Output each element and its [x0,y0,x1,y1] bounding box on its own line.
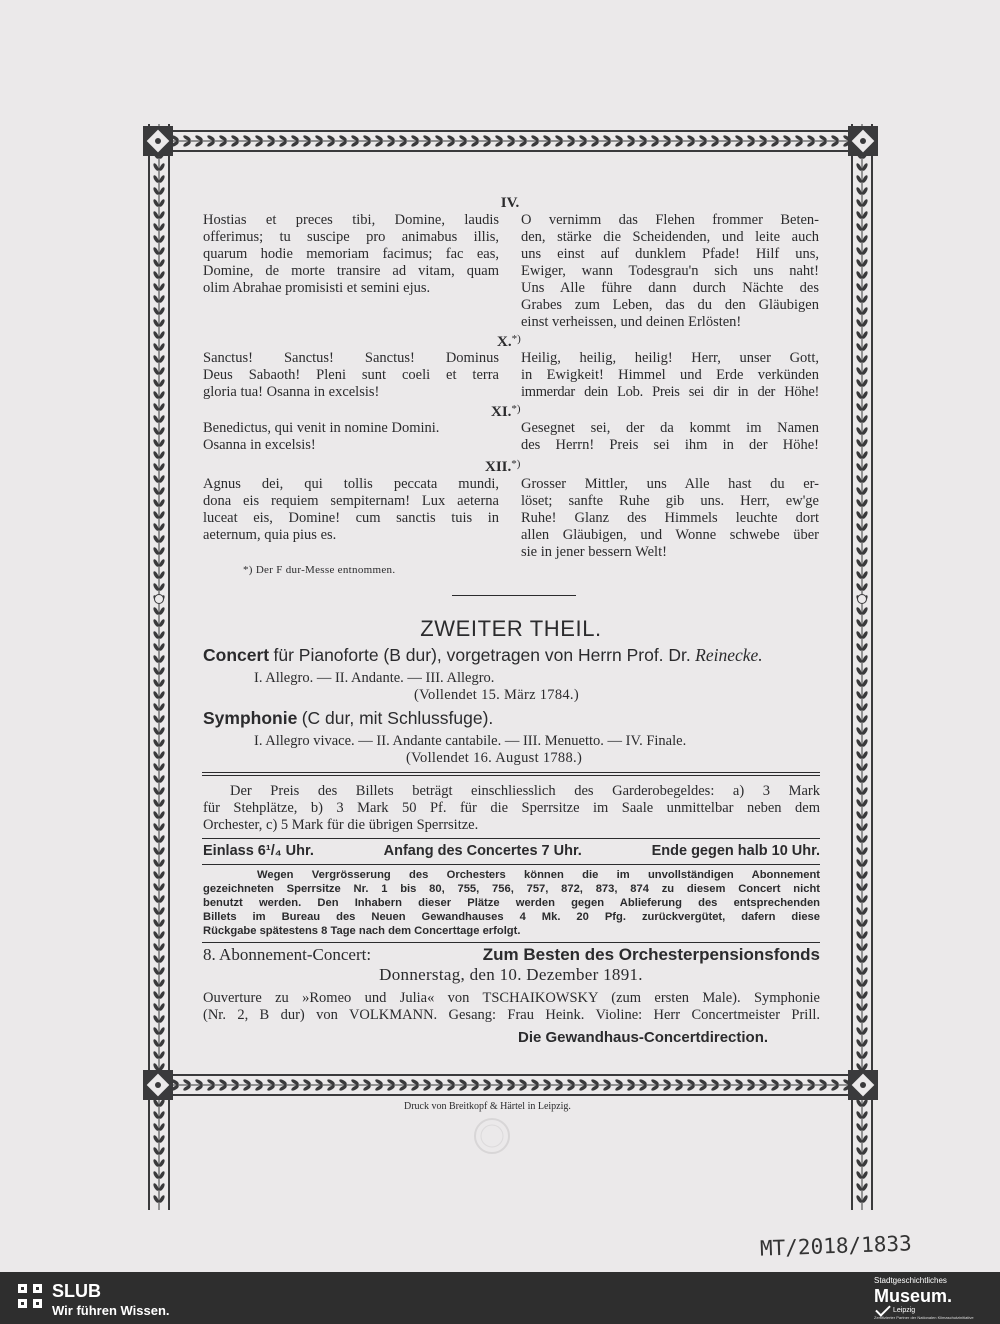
text-line: Osanna in excelsis! [203,437,316,453]
section-numeral: XII.*) [485,458,521,475]
frame-corner-ornament [848,126,878,156]
text-line: Grabes zum Leben, das du den Gläubigen [521,297,819,313]
symphony-line [203,710,493,728]
slub-name[interactable]: SLUB [52,1281,101,1301]
text-line: aeternum, quia pius es. [203,527,337,543]
work-title: Symphonie [203,708,298,728]
footnote-mark: *) [511,403,521,415]
embossed-seal [472,1116,512,1156]
rule [202,864,820,865]
footnote-mark: *) [511,458,521,470]
text-line: O vernimm das Flehen frommer Beten- [521,212,819,228]
text-line: Gesegnet sei, der da kommt im Namen [521,420,819,436]
text-line: Billets im Bureau des Neuen Gewandhauses 4 Mk. 20 Pfg. zurückvergütet, dafern diese [203,911,820,923]
text-line: offerimus; tu suscipe pro animabus illis, [203,229,499,245]
work-description: (C dur, mit Schlussfuge). [301,708,494,728]
text-line: Hostias et preces tibi, Domine, laudis [203,212,499,228]
part-heading: ZWEITER THEIL. [420,616,602,641]
text-line: Sanctus! Sanctus! Sanctus! Dominus [203,350,499,366]
next-concert-date: Donnerstag, den 10. Dezember 1891. [379,965,643,984]
text-line: Ewiger, wann Todesgrau'n sich uns naht! [521,263,819,279]
performer-name: Reinecke. [695,645,763,665]
footnote-mark: *) [511,333,521,345]
footer-bar [0,1272,1000,1324]
text-line: gloria tua! Osanna in excelsis! [203,384,380,400]
start-time: Anfang des Concertes 7 Uhr. [383,843,582,859]
next-concert-purpose: Zum Besten des Orchesterpensionsfonds [482,945,820,964]
museum-certification-note: Zertifizierter Partner der Nationalen Klimaschutzinitiative [874,1315,974,1320]
admission-times [203,844,820,859]
text-line: Der Preis des Billets beträgt einschliesslich des Garderobegeldes: a) 3 Mark [230,783,820,799]
frame-bottom-border [144,1074,876,1096]
concert-line [203,647,763,665]
end-time: Ende gegen halb 10 Uhr. [651,843,820,859]
footnote: *) Der F dur-Messe entnommen. [243,564,396,576]
text-line: Ruhe! Glanz des Himmels leuchte dort [521,510,819,526]
museum-name[interactable]: Museum. [874,1286,953,1306]
text-line: Ouverture zu »Romeo und Julia« von TSCHAIKOWSKY (zum ersten Male). Symphonie [203,990,820,1006]
section-numeral: X.*) [497,333,521,350]
frame-right-border [851,124,873,1210]
text-line: Grosser Mittler, uns Alle hast du er- [521,476,819,492]
frame-medallion-ornament [154,594,164,604]
slub-tagline: Wir führen Wissen. [52,1303,170,1318]
frame-medallion-ornament [857,594,867,604]
text-line: quarum hodie memoriam facimus; fac eas, [203,246,499,262]
next-concert-label: 8. Abonnement-Concert: [203,945,372,964]
printer-imprint: Druck von Breitkopf & Härtel in Leipzig. [404,1101,571,1112]
text-line: Agnus dei, qui tollis peccata mundi, [203,476,499,492]
text-line: für Stehplätze, b) 3 Mark 50 Pf. für die Sperrsitze im Saale unmittelbar neben dem [203,800,820,816]
text-line: olim Abrahae promisisti et semini ejus. [203,280,431,296]
text-line: luceat eis, Domine! cum sanctis tuis in [203,510,499,526]
text-line: Deus Sabaoth! Pleni sunt coeli et terra [203,367,499,383]
work-title: Concert [203,645,270,665]
next-concert-line [203,946,820,963]
shelfmark: MT/2018/1833 [759,1231,913,1261]
text-line: Wegen Vergrösserung des Orchesters können die im unvollständigen Abonnement [257,869,820,881]
text-line: sie in jener bessern Welt! [521,544,667,560]
section-numeral: IV. [500,195,520,211]
text-line: gezeichneten Sperrsitze Nr. 1 bis 80, 755, 756, 757, 872, 873, 874 zu diesem Concert nicht [203,883,820,895]
concert-movements: I. Allegro. — II. Andante. — III. Allegro. [254,670,495,686]
frame-corner-ornament [143,1070,173,1100]
frame-corner-ornament [848,1070,878,1100]
text-line: den, stärke die Scheidenden, und leite auch [521,229,819,245]
text-line: Orchester, c) 5 Mark für die übrigen Sperrsitze. [203,817,479,833]
museum-city: Leipzig [893,1307,916,1314]
section-numeral: XI.*) [491,403,521,420]
rule [202,838,820,839]
text-line: benutzt werden. Den Inhabern dieser Plätze werden gegen Ablieferung des entsprechenden [203,897,820,909]
double-rule [202,772,820,776]
text-line: Domine, de morte transire ad vitam, quam [203,263,499,279]
text-line: Rückgabe spätestens 8 Tage nach dem Concerttage erfolgt. [203,925,521,937]
text-line: in Ewigkeit! Himmel und Erde verkünden [521,367,819,383]
symphony-completion-date: (Vollendet 16. August 1788.) [406,750,583,766]
text-line: uns einst auf dunklem Pfade! Hilf uns, [521,246,819,262]
text-line: Uns Alle führe dann durch Nächte des [521,280,819,296]
text-line: des Herrn! Preis sei ihm in der Höhe! [521,437,819,453]
rule [202,942,820,943]
text-line: einst verheissen, und deinen Erlösten! [521,314,742,330]
work-description: für Pianoforte (B dur), vorgetragen von Herrn Prof. Dr. [273,645,691,665]
text-line: dona eis requiem sempiternam! Lux aeterna [203,493,499,509]
frame-top-border [144,130,876,152]
text-line: (Nr. 2, B dur) von VOLKMANN. Gesang: Frau Heink. Violine: Herr Concertmeister Prill. [203,1007,820,1023]
slub-logo-icon [18,1284,44,1310]
text-line: allen Gläubigen, und Wonne schwebe über [521,527,819,543]
museum-subtitle: Stadtgeschichtliches [874,1276,947,1285]
concert-completion-date: (Vollendet 15. März 1784.) [414,687,579,703]
symphony-movements: I. Allegro vivace. — II. Andante cantabile. — III. Menuetto. — IV. Finale. [254,733,687,749]
frame-left-border [148,124,170,1210]
section-divider [452,595,576,596]
signature: Die Gewandhaus-Concertdirection. [518,1029,769,1046]
text-line: immerdar dein Lob. Preis sei dir in der Höhe! [521,384,819,400]
text-line: Benedictus, qui venit in nomine Domini. [203,420,440,436]
frame-corner-ornament [143,126,173,156]
text-line: Heilig, heilig, heilig! Herr, unser Gott, [521,350,819,366]
text-line: löset; sanfte Ruhe gib uns. Herr, ew'ge [521,493,819,509]
doors-open-time: Einlass 6¹/₄ Uhr. [203,843,314,859]
